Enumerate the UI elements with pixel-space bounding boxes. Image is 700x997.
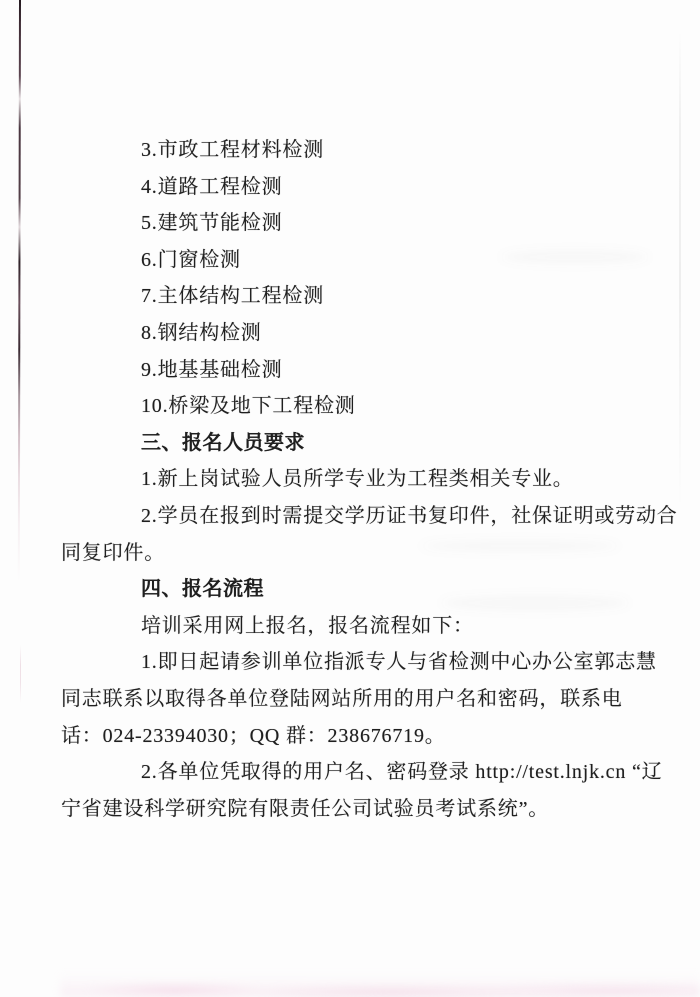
text-line: 3.市政工程材料检测: [141, 139, 324, 161]
text-line: 5.建筑节能检测: [141, 212, 283, 235]
section-heading: 四、报名流程: [141, 578, 264, 601]
text-line: 7.主体结构工程检测: [141, 285, 324, 308]
right-page-edge-line: [679, 30, 681, 510]
text-line: 2.各单位凭取得的用户名、密码登录 http://test.lnjk.cn “辽: [141, 761, 663, 784]
text-line: 同复印件。: [61, 541, 165, 564]
text-line: 8.钢结构检测: [141, 321, 262, 344]
left-scan-crease-fragment: [20, 645, 21, 703]
text-line: 1.即日起请参训单位指派专人与省检测中心办公室郭志慧: [141, 651, 657, 674]
section-heading: 三、报名人员要求: [141, 431, 305, 454]
text-line: 9.地基基础检测: [141, 358, 283, 381]
text-line: 10.桥梁及地下工程检测: [141, 395, 356, 418]
left-scan-crease-line: [17, 0, 20, 582]
text-line: 2.学员在报到时需提交学历证书复印件，社保证明或劳动合: [141, 504, 678, 527]
text-line: 话：024-23394030；QQ 群：238676719。: [61, 724, 446, 747]
text-line: 同志联系以取得各单位登陆网站所用的用户名和密码，联系电: [61, 687, 623, 710]
text-line: 4.道路工程检测: [141, 175, 283, 198]
document-body: [61, 132, 678, 827]
text-line: 1.新上岗试验人员所学专业为工程类相关专业。: [141, 468, 574, 491]
text-line: 6.门窗检测: [141, 248, 241, 271]
text-line: 培训采用网上报名，报名流程如下：: [141, 614, 474, 637]
bottom-scan-smudge: [60, 963, 700, 997]
text-line: 宁省建设科学研究院有限责任公司试验员考试系统”。: [61, 797, 550, 820]
